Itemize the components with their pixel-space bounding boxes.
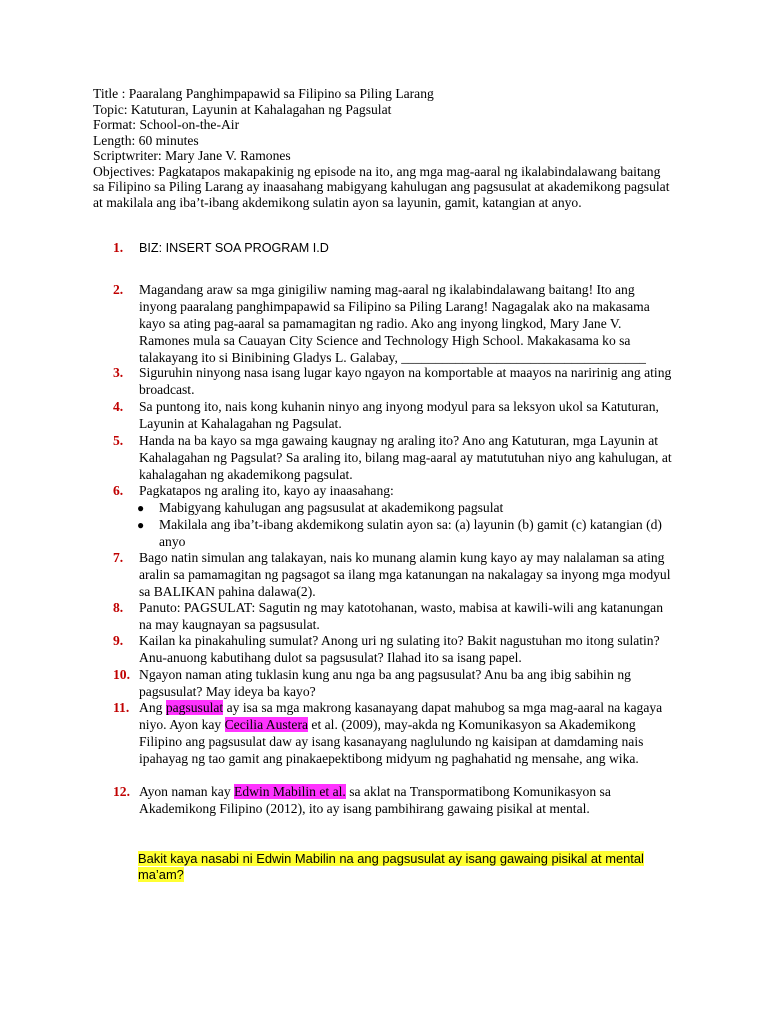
list-item-9 [113, 633, 673, 667]
list-item-5 [113, 433, 673, 484]
script-title: Title : Paaralang Panghimpapawid sa Filipino sa Piling Larang [93, 86, 434, 101]
item-number: 6. [113, 483, 124, 498]
highlight-cecilia-austera: Cecilia Austera [224, 716, 309, 732]
item-number: 9. [113, 633, 124, 648]
item-text-start: Ang [139, 700, 166, 715]
item-text: Sa puntong ito, nais kong kuhanin ninyo ang inyong modyul para sa leksyon ukol sa Katuturan, Layunin at Kahalagahan ng Pagsulat. [139, 399, 659, 431]
item-number: 2. [113, 282, 124, 297]
document-header [93, 86, 693, 210]
item-text [139, 700, 673, 768]
list-item-7 [113, 550, 673, 601]
question-text: Bakit kaya nasabi ni Edwin Mabilin na ang pagsusulat ay isang gawaing pisikal at mental ma’am? [138, 851, 644, 882]
bullet-item [113, 517, 673, 551]
item-number: 4. [113, 399, 124, 414]
item-text: Bago natin simulan ang talakayan, nais ko munang alamin kung kayo ay may nalalaman sa ating aralin sa pamamagitan ng pagsagot sa ilang mga katanungan na nakalagay sa inyong mga modyul sa BALIKAN pahina dalawa(2). [139, 550, 671, 599]
objectives: Objectives: Pagkatapos makapakinig ng episode na ito, ang mga mag-aaral ng ikalabindalawang baitang sa Filipino sa Piling Larang ay inaasahang mabigyang kahulugan ang pagsusulat at akademikong pagsulat at makilala ang iba’t-ibang akdemikong sulatin ayon sa layunin, gamit, katangian at anyo. [93, 163, 670, 210]
item-text: BIZ: INSERT SOA PROGRAM I.D [139, 241, 329, 255]
item-number: 7. [113, 550, 124, 565]
list-item-1 [113, 240, 673, 257]
item-text: Siguruhin ninyong nasa isang lugar kayo ngayon na komportable at maayos na naririnig ang ating broadcast. [139, 365, 672, 397]
item-text-start: Ayon naman kay [139, 784, 235, 799]
item-number: 1. [113, 240, 124, 255]
script-format: Format: School-on-the-Air [93, 117, 240, 132]
item-number: 8. [113, 600, 124, 615]
item-text-end: et al. (2009), may-akda ng Komunikasyon sa Akademikong Filipino ang pagsusulat daw ay isang kasanayang naglulundo ng kaisipan at damdaming nais ipahayag ng tao gamit ang pinakaepektibong midyum ng paghahatid ng mensahe, ang wika. [139, 716, 644, 766]
list-item-4 [113, 399, 673, 433]
item-number: 10. [113, 667, 130, 682]
highlighted-question [138, 851, 678, 883]
item-text: Magandang araw sa mga ginigiliw naming mag-aaral ng ikalabindalawang baitang! Ito ang inyong paaralang panghimpapawid sa Filipino sa Piling Larang! Nagagalak ako na makasama kayo sa ating pag-aaral sa pamamagitan ng radio. Ako ang inyong lingkod, Mary Jane V. Ramones mula sa Cauayan City Science and Technology High School. Makakasama ko sa talakayang ito si Binibining Gladys L. Galabay, ____________________________________ [139, 282, 650, 365]
bullet-item [113, 500, 673, 517]
item-text: Kailan ka pinakahuling sumulat? Anong uri ng sulating ito? Bakit nagustuhan mo itong sulatin? Anu-anuong kabutihang dulot sa pagsusulat? Ilahad ito sa isang papel. [139, 633, 660, 665]
bullet-text: Mabigyang kahulugan ang pagsusulat at akademikong pagsulat [159, 499, 504, 515]
highlight-edwin-mabilin: Edwin Mabilin et al. [234, 784, 346, 799]
scriptwriter: Scriptwriter: Mary Jane V. Ramones [93, 148, 291, 163]
list-item-2 [113, 282, 673, 367]
item-text [139, 784, 673, 818]
item-number: 12. [113, 784, 130, 799]
item-text: Ngayon naman ating tuklasin kung anu nga ba ang pagsusulat? Anu ba ang ibig sabihin ng pagsusulat? May ideya ba kayo? [139, 667, 631, 699]
list-item-8 [113, 600, 673, 634]
list-item-3 [113, 365, 673, 399]
list-item-11 [113, 700, 673, 768]
script-topic: Topic: Katuturan, Layunin at Kahalagahan ng Pagsulat [93, 101, 392, 117]
item-text: Panuto: PAGSULAT: Sagutin ng may katotohanan, wasto, mabisa at kawili-wili ang katanungan na may kaugnayan sa pagsusulat. [139, 600, 663, 632]
objectives-bullet-list [113, 500, 673, 551]
item-number: 3. [113, 365, 124, 380]
item-text-middle: ay isa sa mga makrong kasanayang dapat mahubog sa mga mag-aaral na kagaya niyo. Ayon kay [139, 700, 663, 732]
bullet-icon: ● [137, 517, 145, 532]
list-item-6 [113, 483, 673, 551]
item-text-end: sa aklat na Transpormatibong Komunikasyon sa Akademikong Filipino (2012), ito ay isang pambihirang gawaing pisikal at mental. [139, 784, 611, 816]
highlight-pagsusulat: pagsusulat [165, 700, 224, 715]
bullet-text: Makilala ang iba’t-ibang akdemikong sulatin ayon sa: (a) layunin (b) gamit (c) katangian (d) anyo [159, 516, 662, 549]
script-length: Length: 60 minutes [93, 132, 199, 148]
item-number: 5. [113, 433, 124, 448]
bullet-icon: ● [137, 500, 145, 515]
item-number: 11. [113, 700, 130, 715]
item-text: Pagkatapos ng araling ito, kayo ay inaasahang: [139, 483, 394, 498]
list-item-10 [113, 667, 673, 701]
item-text: Handa na ba kayo sa mga gawaing kaugnay ng araling ito? Ano ang Katuturan, mga Layunin at Kahalagahan ng Pagsulat? Sa araling ito, bilang mag-aaral ay matututuhan niyo ang kahulugan, at kahalagahan ng akademikong pagsulat. [139, 433, 672, 482]
list-item-12 [113, 784, 673, 818]
